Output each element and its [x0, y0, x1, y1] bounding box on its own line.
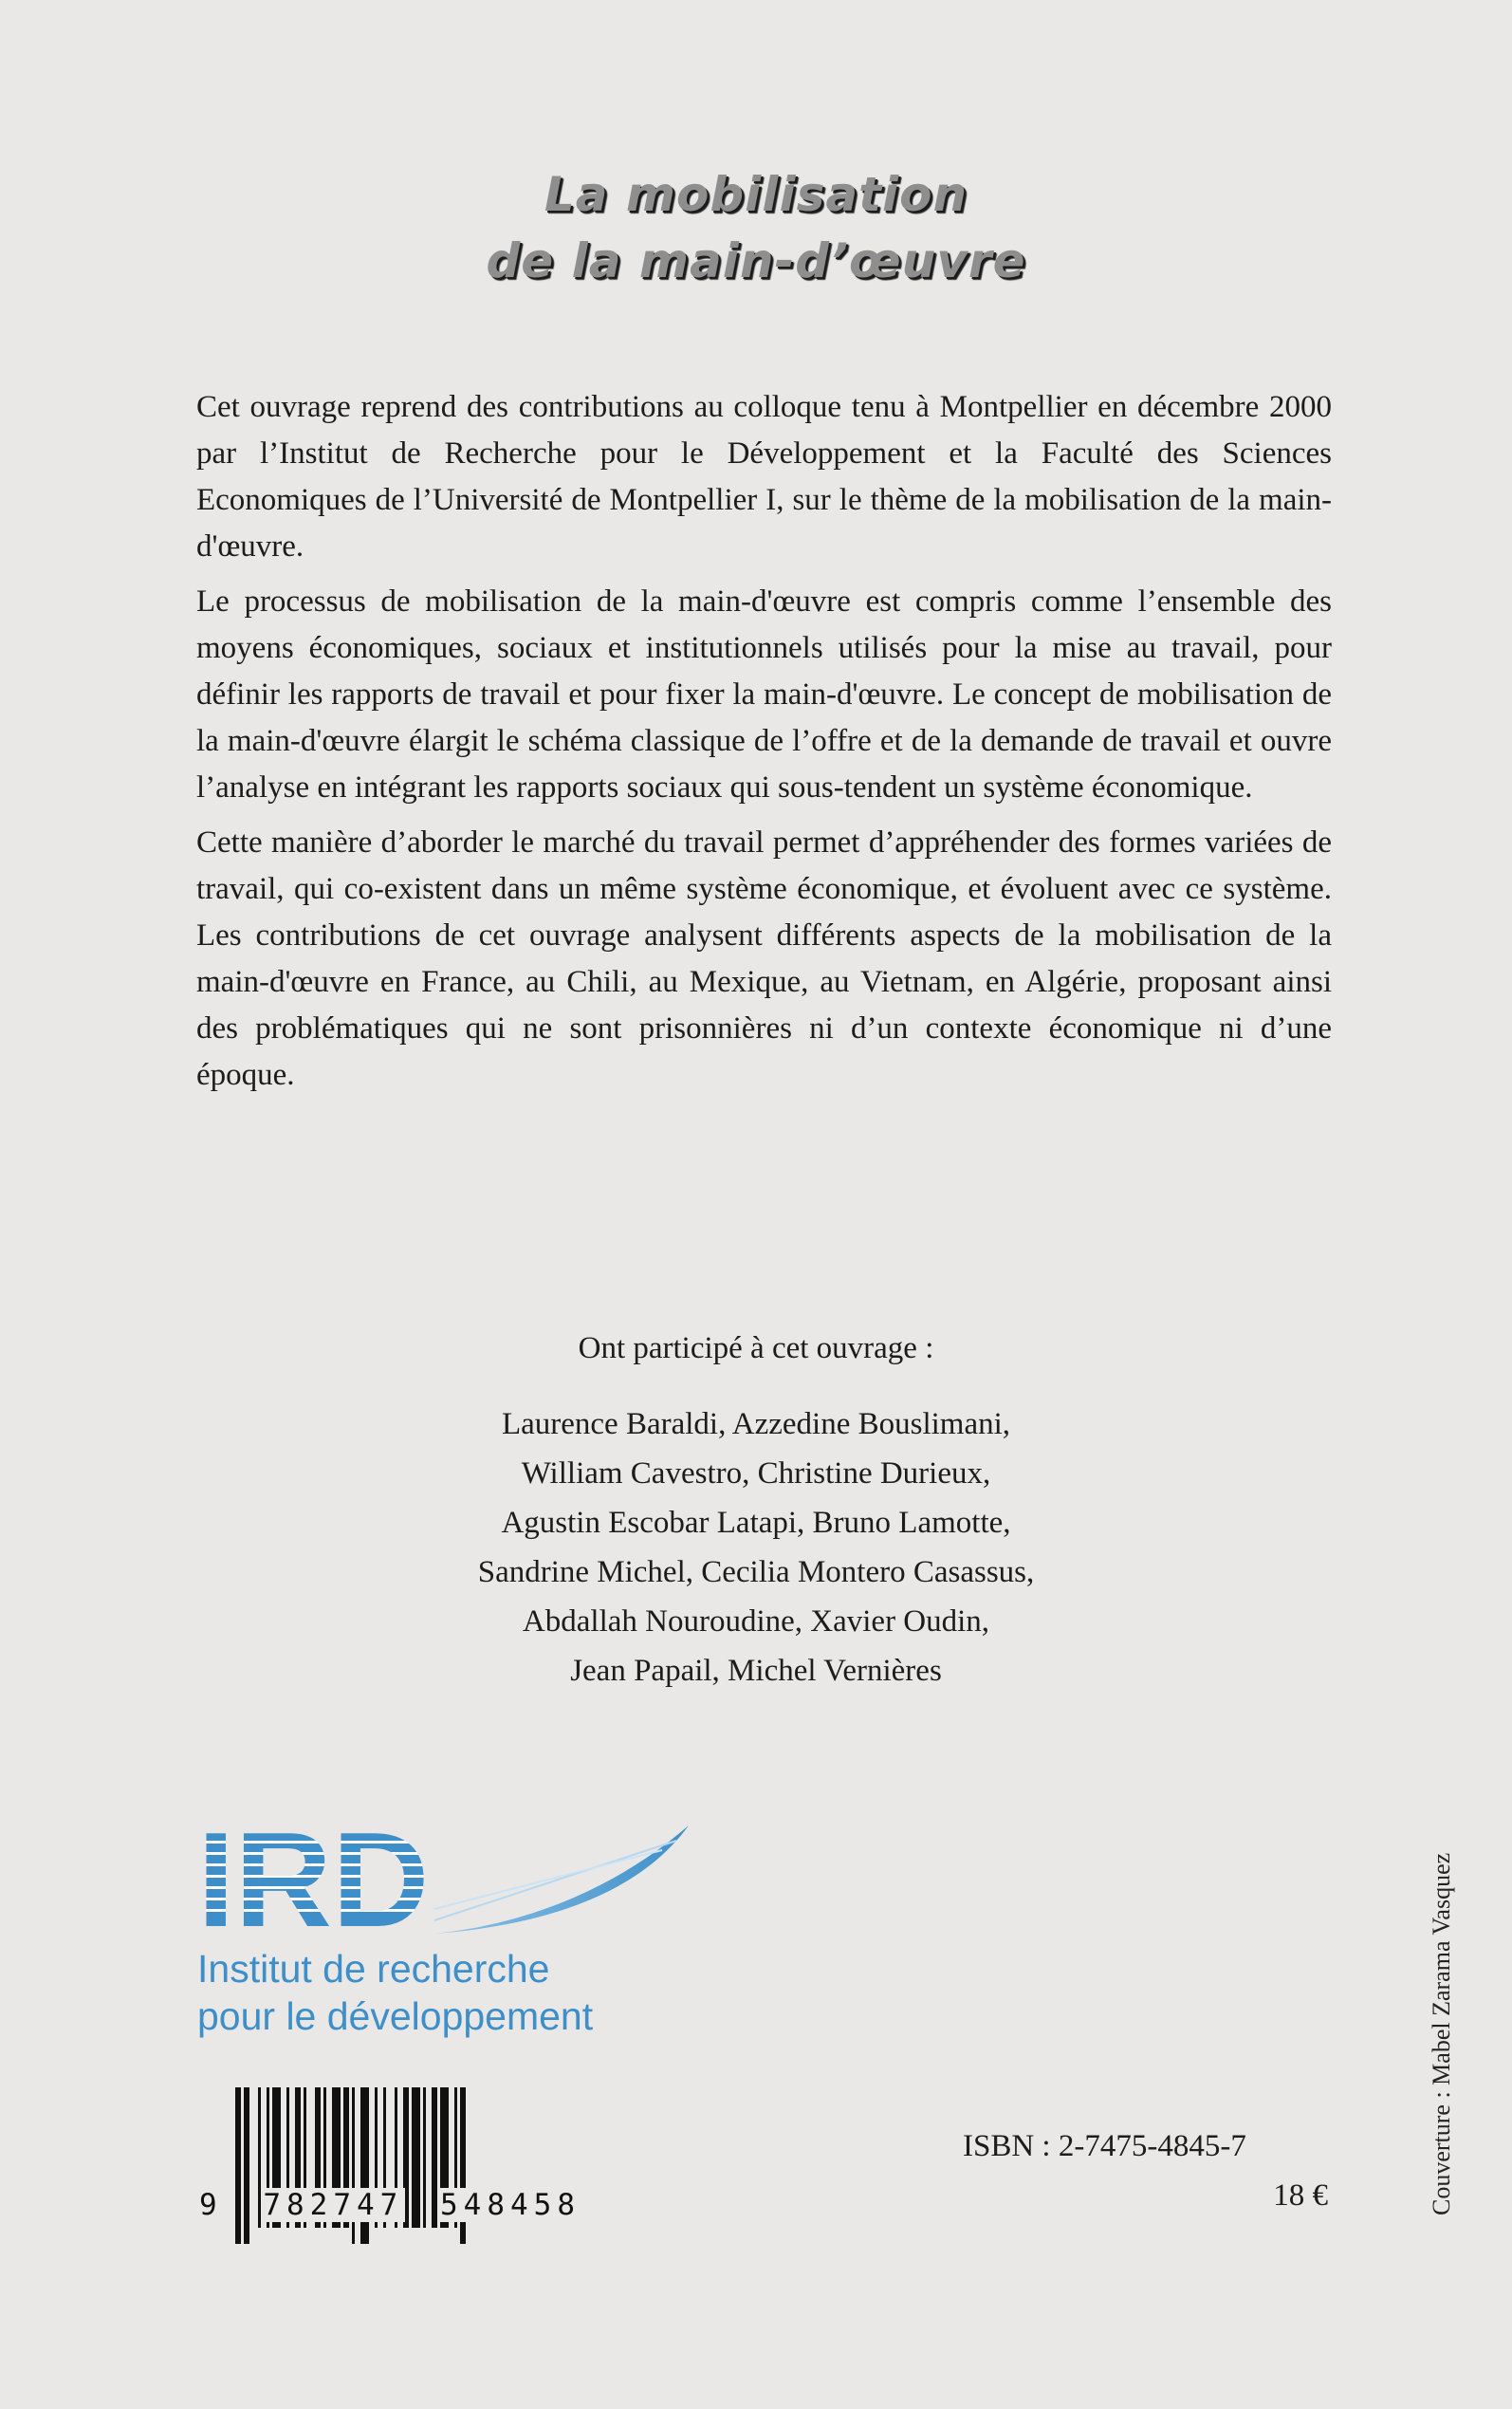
- summary-paragraph-3: Cette manière d’aborder le marché du travail permet d’appréhender des formes variées de travail, qui co-existent dans un même système économique, et évoluent avec ce système. Les contributions de cet ouvrage analysent différents aspects de la mobilisation de la main-d'œuvre en France, au Chili, au Mexique, au Vietnam, en Algérie, proposant ainsi des problématiques qui ne sont prisonnières ni d’un contexte économique ni d’une époque.: [196, 825, 1332, 1092]
- publisher-name-line-2: pour le développement: [197, 1994, 594, 2038]
- contributors-heading: Ont participé à cet ouvrage :: [578, 1331, 934, 1365]
- contributor-list: [0, 1399, 1512, 1696]
- contributor-line: Sandrine Michel, Cecilia Montero Casassus,: [477, 1555, 1035, 1589]
- ird-logo: [197, 1822, 691, 1936]
- summary-paragraph-2: Le processus de mobilisation de la main-d'œuvre est compris comme l’ensemble des moyens économiques, sociaux et institutionnels utilisés pour la mise au travail, pour définir les rapports de travail et pour fixer la main-d'œuvre. Le concept de mobilisation de la main-d'œuvre élargit le schéma classique de l’offre et de la demande de travail et ouvre l’analyse en intégrant les rapports sociaux qui sous-tendent un système économique.: [196, 584, 1332, 805]
- cover-credit: Couverture : Mabel Zarama Vasquez: [1428, 1852, 1455, 2215]
- contributor-line: Agustin Escobar Latapi, Bruno Lamotte,: [501, 1506, 1011, 1540]
- title-line-2: de la main-d’œuvre: [486, 233, 1026, 288]
- barcode-digit-first: 9: [199, 2188, 223, 2222]
- summary: [196, 384, 1332, 1107]
- summary-paragraph-1: Cet ouvrage reprend des contributions au colloque tenu à Montpellier en décembre 2000 par l’Institut de Recherche pour le Développement et la Faculté des Sciences Economiques de l’Université de Montpellier I, sur le thème de la mobilisation de la main-d'œuvre.: [196, 390, 1332, 564]
- contributor-line: William Cavestro, Christine Durieux,: [521, 1456, 991, 1491]
- contributor-line: Laurence Baraldi, Azzedine Bouslimani,: [501, 1407, 1011, 1441]
- title-line-1: La mobilisation: [544, 167, 968, 222]
- contributor-line: Jean Papail, Michel Vernières: [570, 1654, 942, 1688]
- isbn: ISBN : 2-7475-4845-7: [963, 2129, 1246, 2163]
- barcode-digits: [197, 2188, 643, 2222]
- contributors: [0, 1324, 1512, 1696]
- swoosh-icon: [434, 1825, 689, 1934]
- book-title: [0, 161, 1512, 294]
- barcode-digit-group-2: 548458: [440, 2188, 581, 2222]
- contributor-line: Abdallah Nouroudine, Xavier Oudin,: [522, 1604, 990, 1639]
- publisher-name: [197, 1945, 593, 2040]
- price: 18 €: [1273, 2178, 1328, 2213]
- publisher-name-line-1: Institut de recherche: [197, 1947, 550, 1991]
- barcode-digit-group-1: 782747: [263, 2188, 404, 2222]
